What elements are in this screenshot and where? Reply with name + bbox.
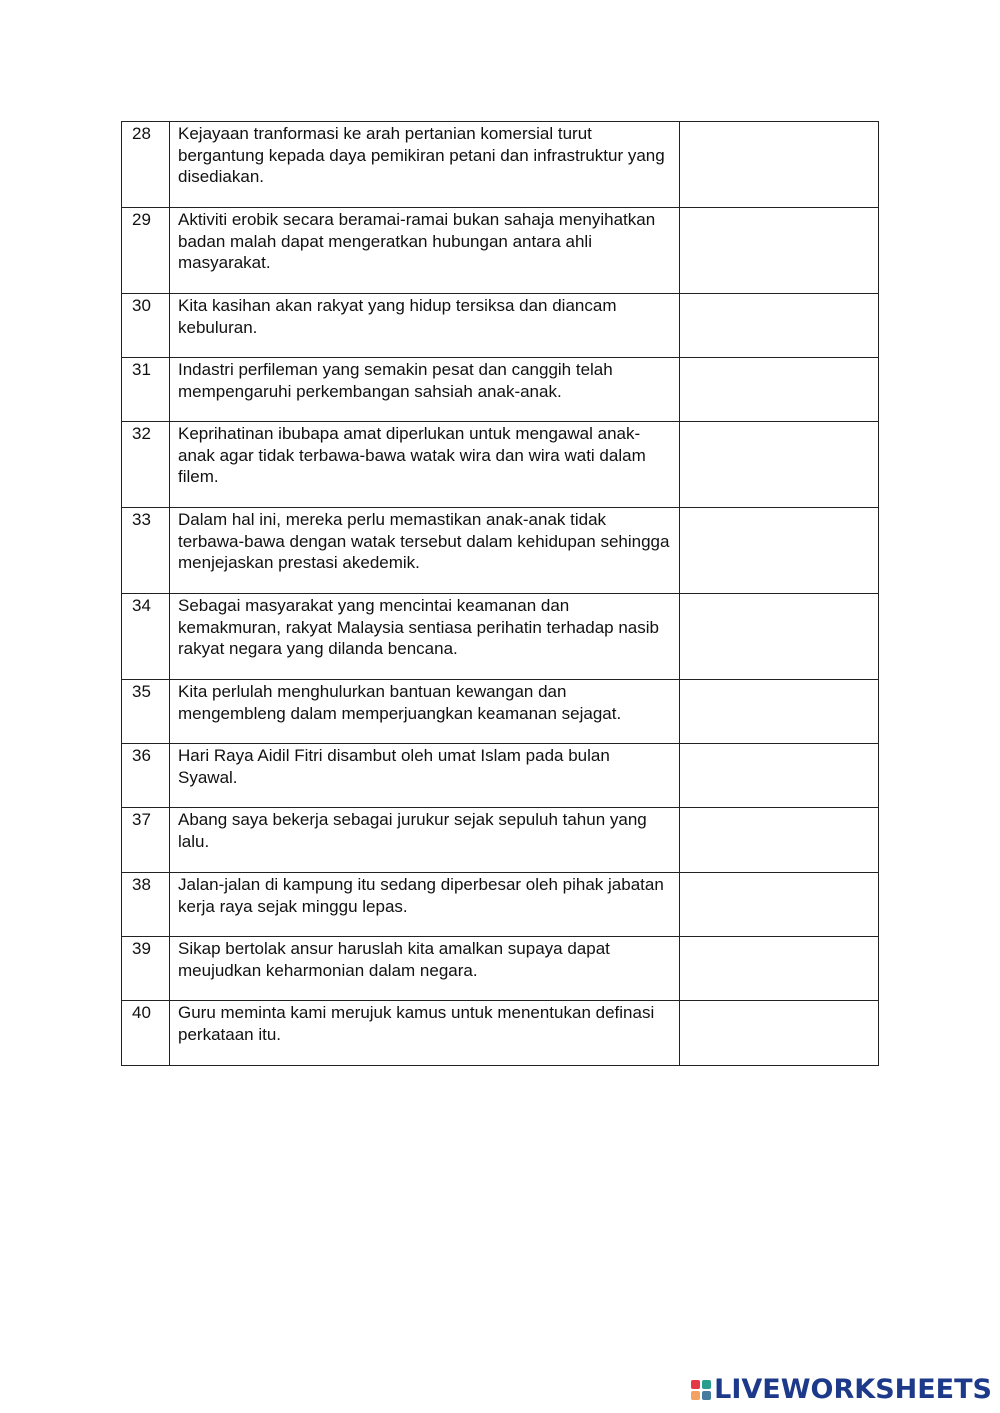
logo-square-icon bbox=[702, 1391, 711, 1400]
item-number: 35 bbox=[122, 680, 170, 744]
answer-box[interactable] bbox=[680, 594, 879, 680]
table-row bbox=[122, 508, 879, 594]
liveworksheets-logo bbox=[691, 1374, 992, 1405]
logo-square-icon bbox=[691, 1380, 700, 1389]
sentence-text: Kita perlulah menghulurkan bantuan kewangan dan mengembleng dalam memperjuangkan keamanan sejagat. bbox=[170, 680, 680, 744]
item-number: 34 bbox=[122, 594, 170, 680]
table-row bbox=[122, 358, 879, 422]
sentence-text: Sikap bertolak ansur haruslah kita amalkan supaya dapat meujudkan keharmonian dalam negara. bbox=[170, 937, 680, 1001]
logo-square-icon bbox=[702, 1380, 711, 1389]
table-row bbox=[122, 594, 879, 680]
answer-box[interactable] bbox=[680, 508, 879, 594]
item-number: 28 bbox=[122, 122, 170, 208]
sentence-text: Dalam hal ini, mereka perlu memastikan anak-anak tidak terbawa-bawa dengan watak tersebut dalam kehidupan sehingga menjejaskan prestasi akedemik. bbox=[170, 508, 680, 594]
answer-box[interactable] bbox=[680, 680, 879, 744]
sentence-text: Kejayaan tranformasi ke arah pertanian komersial turut bergantung kepada daya pemikiran petani dan infrastruktur yang disediakan. bbox=[170, 122, 680, 208]
liveworksheets-logo-icon bbox=[691, 1380, 711, 1400]
item-number: 29 bbox=[122, 208, 170, 294]
worksheet bbox=[121, 121, 878, 1066]
answer-box[interactable] bbox=[680, 122, 879, 208]
answer-box[interactable] bbox=[680, 937, 879, 1001]
sentence-text: Jalan-jalan di kampung itu sedang diperbesar oleh pihak jabatan kerja raya sejak minggu lepas. bbox=[170, 873, 680, 937]
item-number: 40 bbox=[122, 1001, 170, 1066]
sentence-text: Indastri perfileman yang semakin pesat dan canggih telah mempengaruhi perkembangan sahsiah anak-anak. bbox=[170, 358, 680, 422]
sentence-text: Guru meminta kami merujuk kamus untuk menentukan definasi perkataan itu. bbox=[170, 1001, 680, 1066]
table-row bbox=[122, 208, 879, 294]
logo-square-icon bbox=[691, 1391, 700, 1400]
sentence-text: Abang saya bekerja sebagai jurukur sejak sepuluh tahun yang lalu. bbox=[170, 808, 680, 873]
item-number: 31 bbox=[122, 358, 170, 422]
item-number: 36 bbox=[122, 744, 170, 808]
answer-box[interactable] bbox=[680, 808, 879, 873]
table-row bbox=[122, 422, 879, 508]
sentence-text: Keprihatinan ibubapa amat diperlukan untuk mengawal anak-anak agar tidak terbawa-bawa watak wira dan wira wati dalam filem. bbox=[170, 422, 680, 508]
sentence-text: Hari Raya Aidil Fitri disambut oleh umat Islam pada bulan Syawal. bbox=[170, 744, 680, 808]
item-number: 33 bbox=[122, 508, 170, 594]
answer-box[interactable] bbox=[680, 208, 879, 294]
table-row bbox=[122, 873, 879, 937]
sentence-text: Aktiviti erobik secara beramai-ramai bukan sahaja menyihatkan badan malah dapat mengeratkan hubungan antara ahli masyarakat. bbox=[170, 208, 680, 294]
answer-box[interactable] bbox=[680, 1001, 879, 1066]
answer-box[interactable] bbox=[680, 744, 879, 808]
answer-box[interactable] bbox=[680, 294, 879, 358]
exercise-rows bbox=[122, 122, 879, 1066]
table-row bbox=[122, 744, 879, 808]
answer-box[interactable] bbox=[680, 422, 879, 508]
answer-box[interactable] bbox=[680, 873, 879, 937]
table-row bbox=[122, 937, 879, 1001]
item-number: 37 bbox=[122, 808, 170, 873]
table-row bbox=[122, 808, 879, 873]
table-row bbox=[122, 680, 879, 744]
item-number: 30 bbox=[122, 294, 170, 358]
sentence-text: Kita kasihan akan rakyat yang hidup tersiksa dan diancam kebuluran. bbox=[170, 294, 680, 358]
logo-text: LIVEWORKSHEETS bbox=[714, 1374, 992, 1405]
table-row bbox=[122, 122, 879, 208]
table-row bbox=[122, 294, 879, 358]
exercise-table bbox=[121, 121, 879, 1066]
answer-box[interactable] bbox=[680, 358, 879, 422]
item-number: 38 bbox=[122, 873, 170, 937]
table-row bbox=[122, 1001, 879, 1066]
item-number: 39 bbox=[122, 937, 170, 1001]
sentence-text: Sebagai masyarakat yang mencintai keamanan dan kemakmuran, rakyat Malaysia sentiasa perihatin terhadap nasib rakyat negara yang dilanda bencana. bbox=[170, 594, 680, 680]
item-number: 32 bbox=[122, 422, 170, 508]
